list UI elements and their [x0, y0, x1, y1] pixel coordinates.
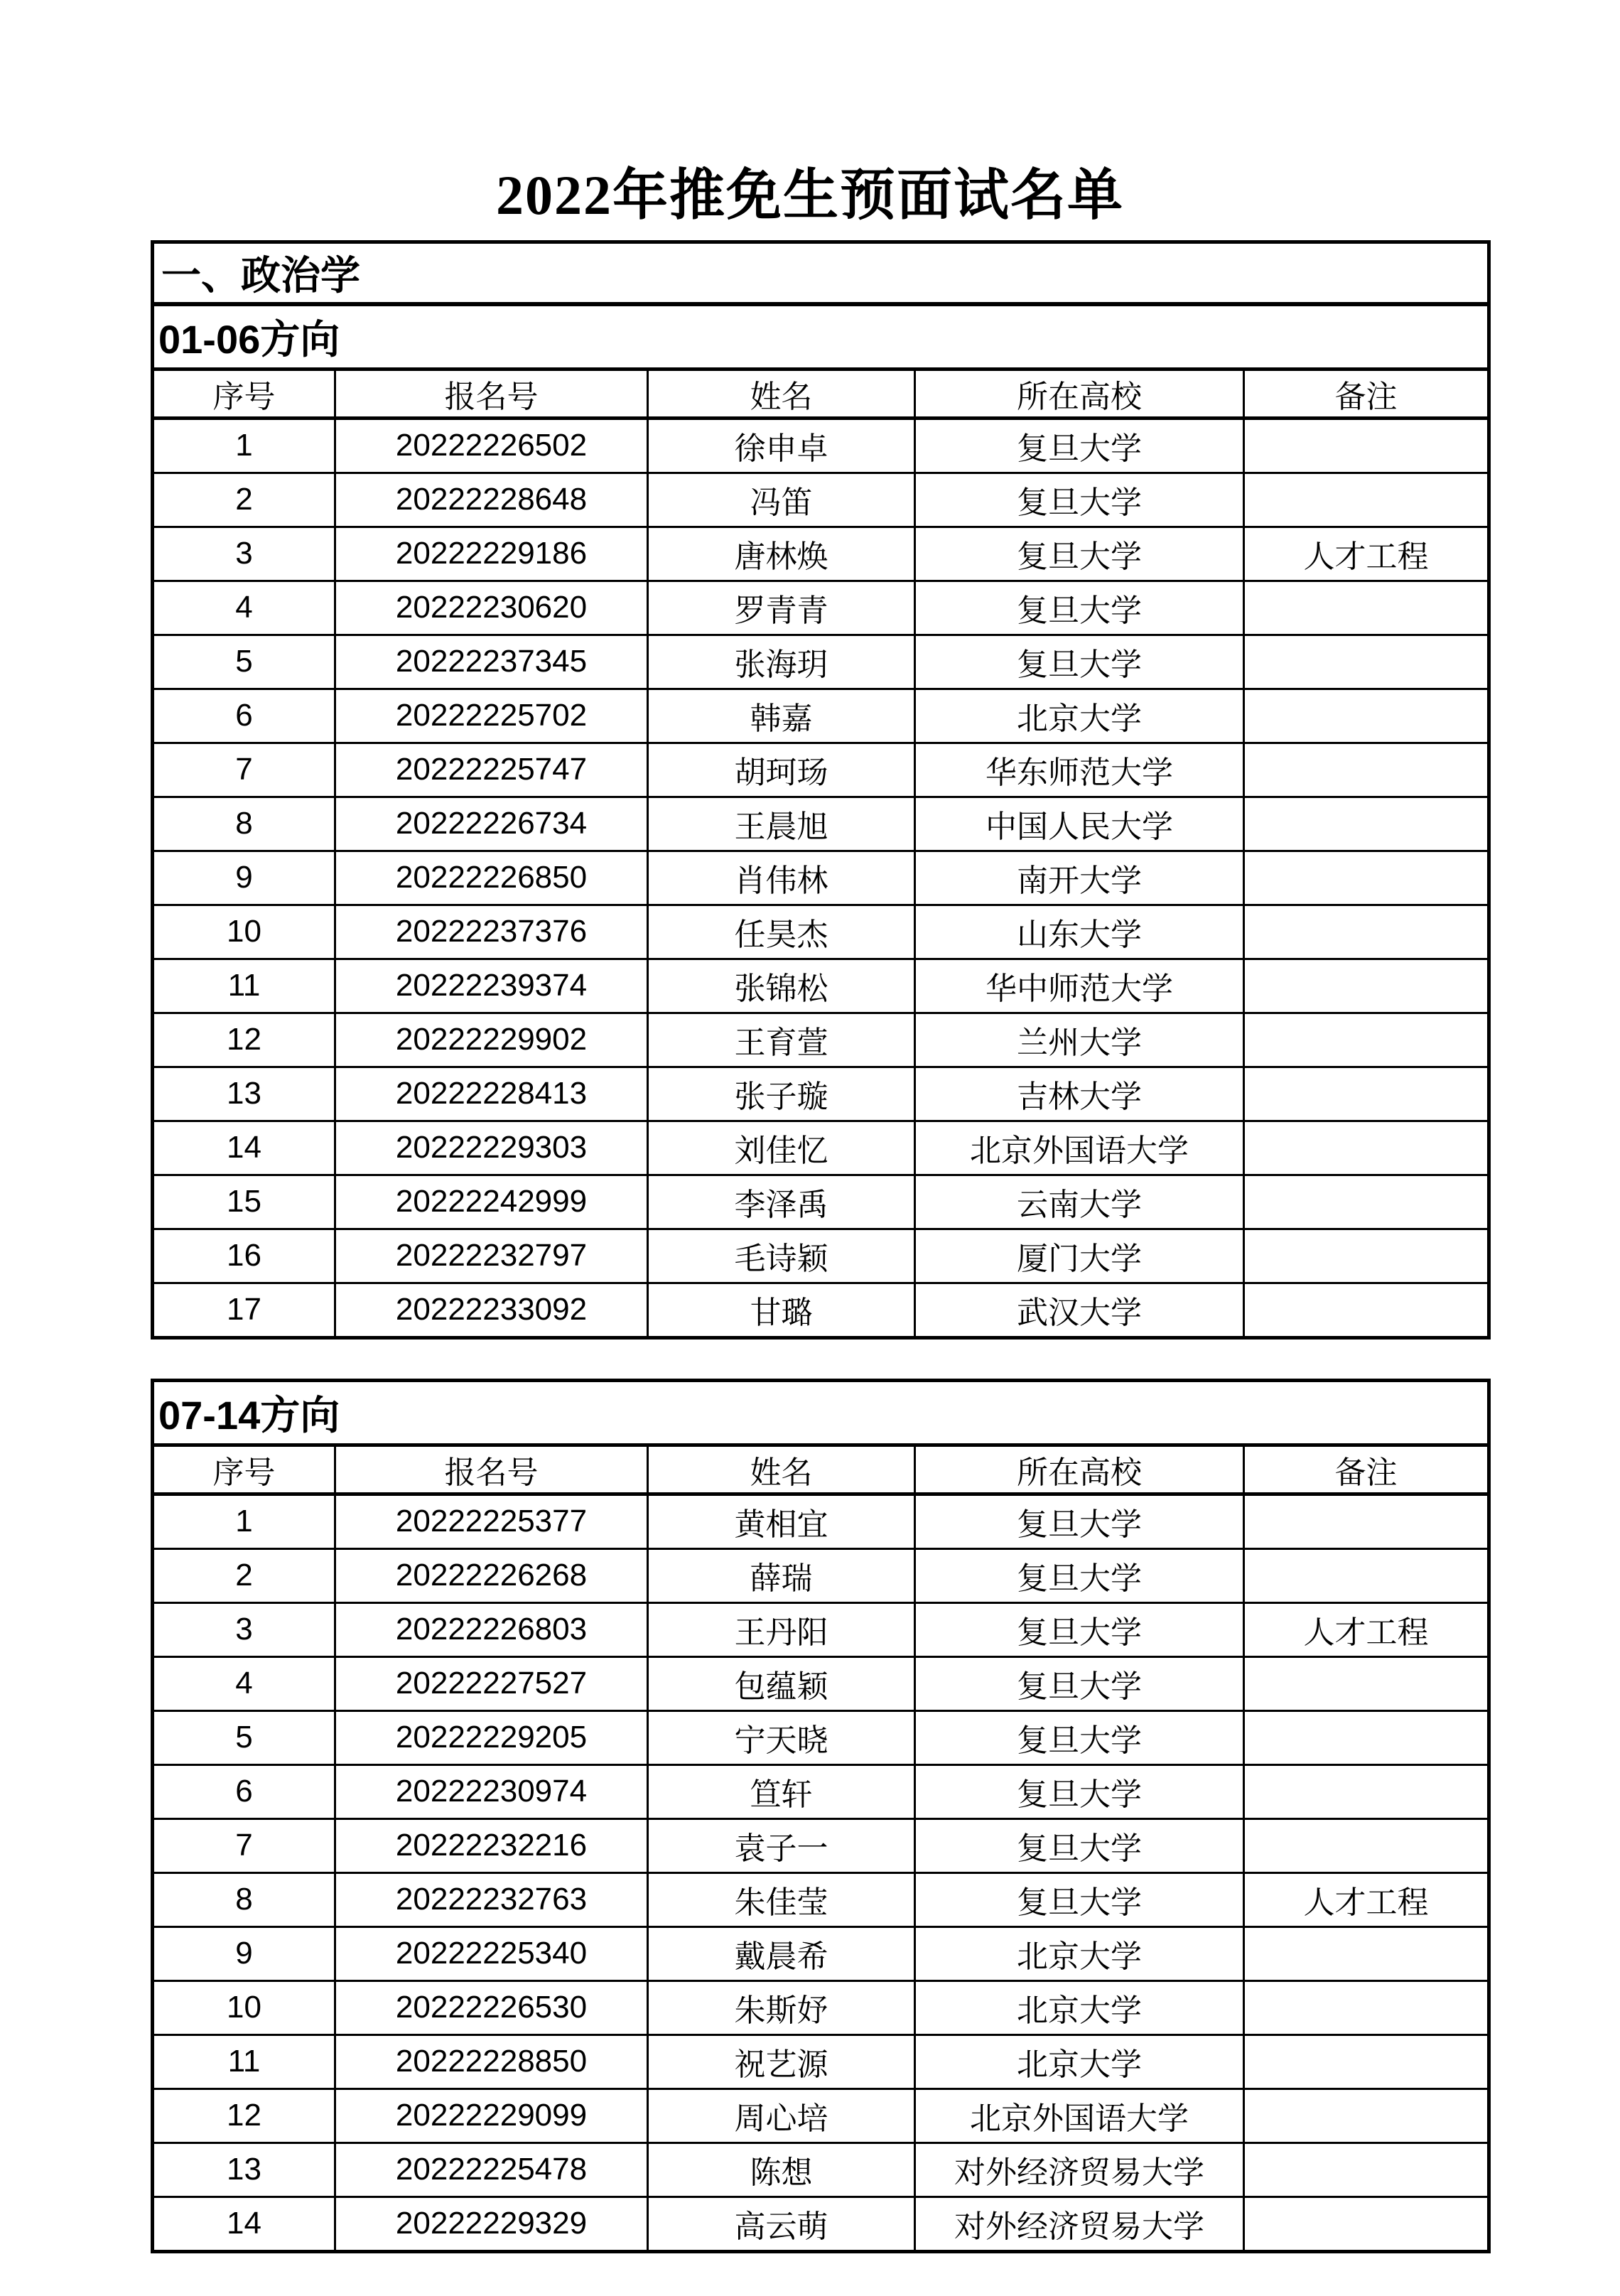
- cell-id: 20222226734: [335, 797, 648, 851]
- cell-school: 华东师范大学: [915, 743, 1244, 797]
- column-header-no: 序号: [153, 1445, 335, 1494]
- cell-school: 厦门大学: [915, 1229, 1244, 1283]
- cell-name: 毛诗颖: [648, 1229, 915, 1283]
- table-row: [153, 851, 1489, 905]
- table-row: [153, 1283, 1489, 1337]
- section-header-row: [153, 242, 1489, 304]
- cell-note: [1244, 959, 1489, 1013]
- cell-no: 5: [153, 635, 335, 689]
- cell-no: 7: [153, 1818, 335, 1872]
- cell-id: 20222225478: [335, 2143, 648, 2197]
- table-row: [153, 797, 1489, 851]
- table-row: [153, 2034, 1489, 2089]
- table-row: [153, 905, 1489, 959]
- cell-no: 9: [153, 1926, 335, 1980]
- cell-no: 2: [153, 473, 335, 527]
- cell-name: 张海玥: [648, 635, 915, 689]
- table-row: [153, 1013, 1489, 1067]
- column-header-no: 序号: [153, 369, 335, 418]
- direction-header-row: [153, 304, 1489, 370]
- cell-school: 复旦大学: [915, 1872, 1244, 1926]
- cell-no: 9: [153, 851, 335, 905]
- cell-school: 复旦大学: [915, 1710, 1244, 1764]
- cell-school: 复旦大学: [915, 1548, 1244, 1602]
- cell-name: 徐申卓: [648, 418, 915, 473]
- cell-note: [1244, 905, 1489, 959]
- cell-name: 李泽禹: [648, 1175, 915, 1229]
- cell-school: 武汉大学: [915, 1283, 1244, 1337]
- direction-header-label: 07-14方向: [153, 1380, 1489, 1445]
- column-header-note: 备注: [1244, 369, 1489, 418]
- cell-id: 20222237376: [335, 905, 648, 959]
- cell-school: 复旦大学: [915, 1656, 1244, 1710]
- cell-note: [1244, 1494, 1489, 1548]
- cell-note: [1244, 1548, 1489, 1602]
- cell-no: 14: [153, 1121, 335, 1175]
- cell-note: 人才工程: [1244, 527, 1489, 581]
- cell-name: 薛瑞: [648, 1548, 915, 1602]
- table-row: [153, 1980, 1489, 2034]
- cell-no: 14: [153, 2197, 335, 2251]
- cell-note: [1244, 1175, 1489, 1229]
- cell-name: 胡珂玚: [648, 743, 915, 797]
- cell-id: 20222239374: [335, 959, 648, 1013]
- table-row: [153, 1818, 1489, 1872]
- column-header-id: 报名号: [335, 1445, 648, 1494]
- cell-school: 山东大学: [915, 905, 1244, 959]
- cell-school: 复旦大学: [915, 1764, 1244, 1818]
- cell-id: 20222226268: [335, 1548, 648, 1602]
- cell-school: 北京大学: [915, 1980, 1244, 2034]
- cell-id: 20222232797: [335, 1229, 648, 1283]
- column-header-id: 报名号: [335, 369, 648, 418]
- table-row: [153, 689, 1489, 743]
- cell-name: 罗青青: [648, 581, 915, 635]
- cell-id: 20222226530: [335, 1980, 648, 2034]
- section-header-label: 一、政治学: [153, 242, 1489, 304]
- cell-id: 20222230974: [335, 1764, 648, 1818]
- cell-name: 王丹阳: [648, 1602, 915, 1656]
- cell-id: 20222228413: [335, 1067, 648, 1121]
- cell-name: 笪轩: [648, 1764, 915, 1818]
- cell-note: [1244, 1980, 1489, 2034]
- column-header-row: [153, 369, 1489, 418]
- cell-id: 20222227527: [335, 1656, 648, 1710]
- cell-name: 肖伟林: [648, 851, 915, 905]
- cell-school: 北京外国语大学: [915, 2089, 1244, 2143]
- cell-note: [1244, 473, 1489, 527]
- cell-id: 20222230620: [335, 581, 648, 635]
- column-header-row: [153, 1445, 1489, 1494]
- cell-id: 20222225377: [335, 1494, 648, 1548]
- table-row: [153, 1602, 1489, 1656]
- cell-school: 对外经济贸易大学: [915, 2143, 1244, 2197]
- cell-note: [1244, 1710, 1489, 1764]
- cell-name: 袁子一: [648, 1818, 915, 1872]
- cell-note: [1244, 1121, 1489, 1175]
- table-row: [153, 2197, 1489, 2251]
- cell-note: [1244, 2197, 1489, 2251]
- cell-id: 20222233092: [335, 1283, 648, 1337]
- cell-school: 复旦大学: [915, 635, 1244, 689]
- table-row: [153, 1872, 1489, 1926]
- table-row: [153, 1067, 1489, 1121]
- cell-no: 8: [153, 1872, 335, 1926]
- direction-header-row: [153, 1380, 1489, 1445]
- column-header-school: 所在高校: [915, 369, 1244, 418]
- cell-no: 1: [153, 418, 335, 473]
- cell-school: 复旦大学: [915, 581, 1244, 635]
- cell-school: 对外经济贸易大学: [915, 2197, 1244, 2251]
- cell-no: 4: [153, 581, 335, 635]
- cell-no: 10: [153, 1980, 335, 2034]
- cell-no: 1: [153, 1494, 335, 1548]
- column-header-note: 备注: [1244, 1445, 1489, 1494]
- table-row: [153, 1656, 1489, 1710]
- cell-id: 20222226850: [335, 851, 648, 905]
- cell-no: 3: [153, 527, 335, 581]
- cell-school: 兰州大学: [915, 1013, 1244, 1067]
- cell-id: 20222229303: [335, 1121, 648, 1175]
- cell-name: 周心培: [648, 2089, 915, 2143]
- cell-id: 20222228850: [335, 2034, 648, 2089]
- cell-note: [1244, 1067, 1489, 1121]
- cell-name: 高云萌: [648, 2197, 915, 2251]
- cell-no: 3: [153, 1602, 335, 1656]
- table-row: [153, 1926, 1489, 1980]
- cell-id: 20222226502: [335, 418, 648, 473]
- table-row: [153, 959, 1489, 1013]
- cell-id: 20222229205: [335, 1710, 648, 1764]
- cell-no: 17: [153, 1283, 335, 1337]
- roster-rows-07-14: [153, 1494, 1489, 2251]
- cell-id: 20222229099: [335, 2089, 648, 2143]
- cell-no: 15: [153, 1175, 335, 1229]
- cell-id: 20222229329: [335, 2197, 648, 2251]
- cell-school: 北京外国语大学: [915, 1121, 1244, 1175]
- cell-school: 复旦大学: [915, 1494, 1244, 1548]
- cell-name: 王育萱: [648, 1013, 915, 1067]
- cell-id: 20222228648: [335, 473, 648, 527]
- cell-school: 华中师范大学: [915, 959, 1244, 1013]
- cell-name: 张锦松: [648, 959, 915, 1013]
- table-row: [153, 1548, 1489, 1602]
- roster-rows-01-06: [153, 418, 1489, 1337]
- cell-id: 20222225747: [335, 743, 648, 797]
- table-row: [153, 1121, 1489, 1175]
- cell-school: 北京大学: [915, 2034, 1244, 2089]
- cell-id: 20222229902: [335, 1013, 648, 1067]
- direction-header-label: 01-06方向: [153, 304, 1489, 370]
- cell-name: 祝艺源: [648, 2034, 915, 2089]
- cell-no: 12: [153, 2089, 335, 2143]
- cell-note: 人才工程: [1244, 1602, 1489, 1656]
- cell-no: 5: [153, 1710, 335, 1764]
- cell-no: 6: [153, 689, 335, 743]
- cell-name: 冯笛: [648, 473, 915, 527]
- cell-name: 宁天晓: [648, 1710, 915, 1764]
- cell-no: 4: [153, 1656, 335, 1710]
- cell-name: 黄相宜: [648, 1494, 915, 1548]
- cell-school: 北京大学: [915, 1926, 1244, 1980]
- cell-note: [1244, 1013, 1489, 1067]
- cell-no: 16: [153, 1229, 335, 1283]
- table-row: [153, 2089, 1489, 2143]
- cell-id: 20222226803: [335, 1602, 648, 1656]
- cell-note: [1244, 2143, 1489, 2197]
- cell-name: 包蕴颖: [648, 1656, 915, 1710]
- cell-name: 朱佳莹: [648, 1872, 915, 1926]
- cell-no: 13: [153, 2143, 335, 2197]
- column-header-name: 姓名: [648, 1445, 915, 1494]
- cell-school: 中国人民大学: [915, 797, 1244, 851]
- cell-note: [1244, 689, 1489, 743]
- table-row: [153, 1710, 1489, 1764]
- column-header-name: 姓名: [648, 369, 915, 418]
- table-row: [153, 473, 1489, 527]
- cell-name: 任昊杰: [648, 905, 915, 959]
- page-title: 2022年推免生预面试名单: [495, 164, 1124, 226]
- cell-no: 12: [153, 1013, 335, 1067]
- cell-no: 13: [153, 1067, 335, 1121]
- cell-id: 20222237345: [335, 635, 648, 689]
- cell-name: 王晨旭: [648, 797, 915, 851]
- cell-note: [1244, 581, 1489, 635]
- cell-note: [1244, 1283, 1489, 1337]
- cell-school: 复旦大学: [915, 1602, 1244, 1656]
- cell-note: [1244, 743, 1489, 797]
- cell-note: [1244, 1229, 1489, 1283]
- cell-name: 刘佳忆: [648, 1121, 915, 1175]
- table-row: [153, 1175, 1489, 1229]
- cell-note: [1244, 851, 1489, 905]
- roster-table-direction-07-14: [151, 1379, 1491, 2253]
- cell-name: 张子璇: [648, 1067, 915, 1121]
- cell-note: [1244, 2089, 1489, 2143]
- table-row: [153, 1764, 1489, 1818]
- cell-name: 唐林焕: [648, 527, 915, 581]
- cell-school: 复旦大学: [915, 527, 1244, 581]
- table-row: [153, 527, 1489, 581]
- table-row: [153, 2143, 1489, 2197]
- cell-no: 8: [153, 797, 335, 851]
- table-row: [153, 418, 1489, 473]
- cell-no: 11: [153, 959, 335, 1013]
- cell-id: 20222225340: [335, 1926, 648, 1980]
- table-row: [153, 1494, 1489, 1548]
- cell-school: 北京大学: [915, 689, 1244, 743]
- cell-name: 甘璐: [648, 1283, 915, 1337]
- cell-id: 20222229186: [335, 527, 648, 581]
- cell-note: [1244, 797, 1489, 851]
- cell-school: 南开大学: [915, 851, 1244, 905]
- cell-school: 云南大学: [915, 1175, 1244, 1229]
- cell-name: 戴晨希: [648, 1926, 915, 1980]
- cell-no: 6: [153, 1764, 335, 1818]
- cell-note: 人才工程: [1244, 1872, 1489, 1926]
- cell-name: 陈想: [648, 2143, 915, 2197]
- cell-id: 20222225702: [335, 689, 648, 743]
- cell-id: 20222242999: [335, 1175, 648, 1229]
- cell-id: 20222232763: [335, 1872, 648, 1926]
- cell-note: [1244, 1926, 1489, 1980]
- cell-note: [1244, 1656, 1489, 1710]
- cell-school: 吉林大学: [915, 1067, 1244, 1121]
- table-row: [153, 1229, 1489, 1283]
- cell-name: 韩嘉: [648, 689, 915, 743]
- cell-note: [1244, 1764, 1489, 1818]
- cell-school: 复旦大学: [915, 1818, 1244, 1872]
- roster-table-direction-01-06: [151, 240, 1491, 1340]
- cell-no: 7: [153, 743, 335, 797]
- cell-school: 复旦大学: [915, 418, 1244, 473]
- column-header-school: 所在高校: [915, 1445, 1244, 1494]
- cell-no: 10: [153, 905, 335, 959]
- cell-no: 11: [153, 2034, 335, 2089]
- cell-name: 朱斯妤: [648, 1980, 915, 2034]
- table-row: [153, 743, 1489, 797]
- cell-note: [1244, 418, 1489, 473]
- table-row: [153, 581, 1489, 635]
- cell-note: [1244, 2034, 1489, 2089]
- cell-note: [1244, 635, 1489, 689]
- cell-id: 20222232216: [335, 1818, 648, 1872]
- table-row: [153, 635, 1489, 689]
- cell-note: [1244, 1818, 1489, 1872]
- cell-no: 2: [153, 1548, 335, 1602]
- cell-school: 复旦大学: [915, 473, 1244, 527]
